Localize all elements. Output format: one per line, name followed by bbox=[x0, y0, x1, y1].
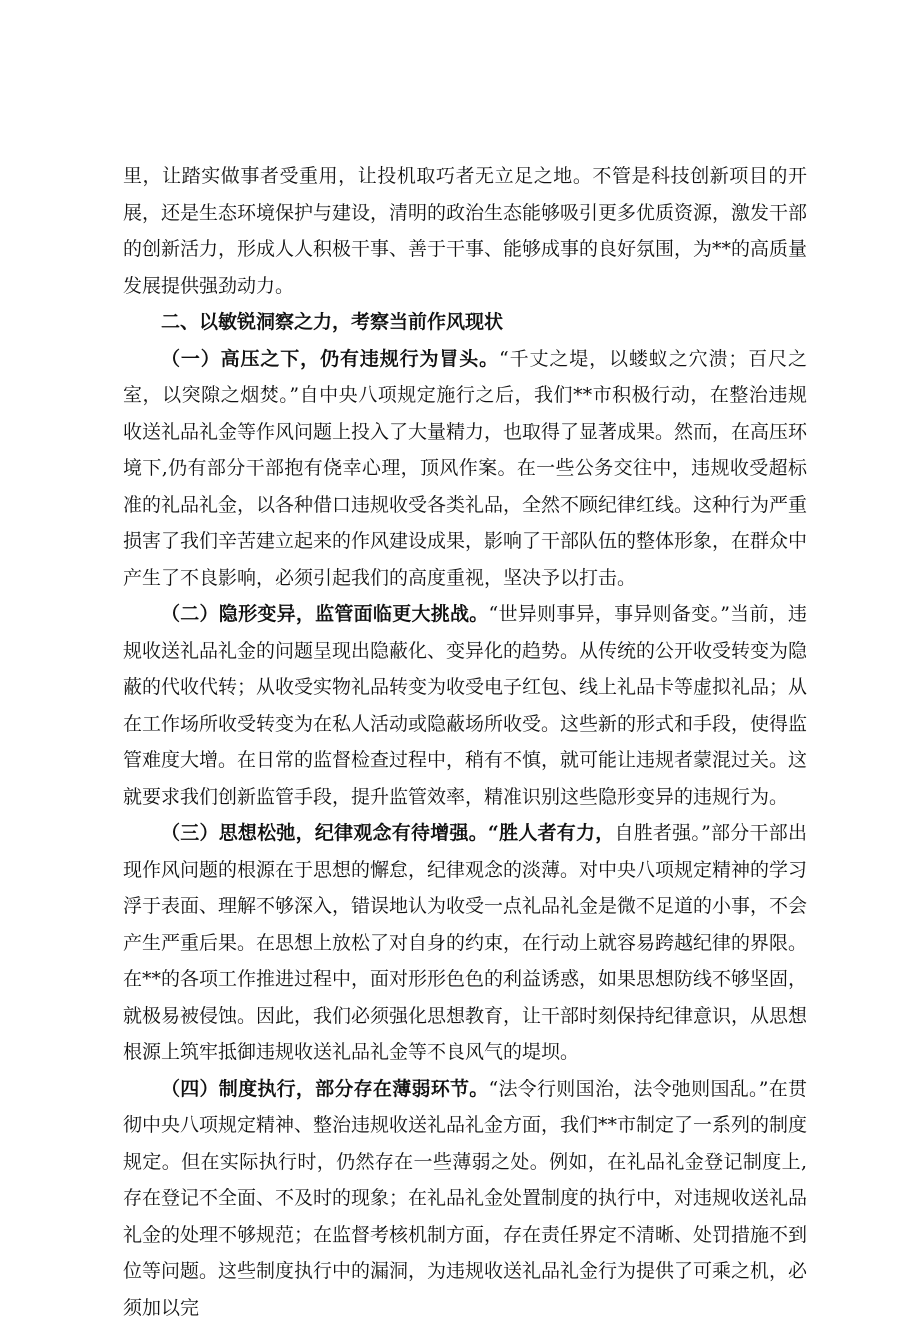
section-body-4: “法令行则国治，法令弛则国乱。”在贯彻中央八项规定精神、整治违规收送礼品礼金方面，我们**市制定了一系列的制度规定。但在实际执行时，仍然存在一些薄弱之处。例如，在礼品礼金登记制度上,存在登记不全面、不及时的现象；在礼品礼金处置制度的执行中，对违规收送礼品礼金的处理不够规范；在监督考核机制方面，存在责任界定不清晰、处罚措施不到位等问题。这些制度执行中的漏洞，为违规收送礼品礼金行为提供了可乘之机，必须加以完 bbox=[123, 1078, 807, 1319]
section-heading: 二、以敏锐洞察之力，考察当前作风现状 bbox=[123, 304, 807, 341]
section-paragraph-4 bbox=[123, 1071, 807, 1326]
section-paragraph-3 bbox=[123, 815, 807, 1071]
intro-paragraph: 里，让踏实做事者受重用，让投机取巧者无立足之地。不管是科技创新项目的开展，还是生态环境保护与建设，清明的政治生态能够吸引更多优质资源，激发干部的创新活力，形成人人积极干事、善于干事、能够成事的良好氛围，为**的高质量发展提供强劲动力。 bbox=[123, 158, 807, 304]
section-lead-3: （三）思想松弛，纪律观念有待增强。“胜人者有力， bbox=[161, 822, 614, 844]
section-paragraph-1 bbox=[123, 341, 807, 597]
section-lead-2: （二）隐形变异，监管面临更大挑战。 bbox=[161, 603, 489, 625]
section-body-2: “世异则事异，事异则备变。”当前，违规收送礼品礼金的问题呈现出隐蔽化、变异化的趋势。从传统的公开收受转变为隐蔽的代收代转；从收受实物礼品转变为收受电子红包、线上礼品卡等虚拟礼品；从在工作场所收受转变为在私人活动或隐蔽场所收受。这些新的形式和手段，使得监管难度大增。在日常的监督检查过程中，稍有不慎，就可能让违规者蒙混过关。这就要求我们创新监管手段，提升监管效率，精准识别这些隐形变异的违规行为。 bbox=[123, 603, 807, 808]
section-paragraph-2 bbox=[123, 596, 807, 815]
section-body-1: “千丈之堤，以蝼蚁之穴溃；百尺之室，以突隙之烟焚。”自中央八项规定施行之后，我们**市积极行动，在整治违规收送礼品礼金等作风问题上投入了大量精力，也取得了显著成果。然而，在高压环境下,仍有部分干部抱有侥幸心理，顶风作案。在一些公务交往中，违规收受超标准的礼品礼金，以各种借口违规收受各类礼品，全然不顾纪律红线。这种行为严重损害了我们辛苦建立起来的作风建设成果，影响了干部队伍的整体形象，在群众中产生了不良影响，必须引起我们的高度重视，坚决予以打击。 bbox=[123, 348, 807, 589]
section-lead-4: （四）制度执行，部分存在薄弱环节。 bbox=[161, 1078, 489, 1100]
section-lead-1: （一）高压之下，仍有违规行为冒头。 bbox=[161, 348, 499, 370]
document-page bbox=[123, 158, 807, 1326]
section-body-3: 自胜者强。”部分干部出现作风问题的根源在于思想的懈怠，纪律观念的淡薄。对中央八项规定精神的学习浮于表面、理解不够深入，错误地认为收受一点礼品礼金是微不足道的小事，不会产生严重后果。在思想上放松了对自身的约束，在行动上就容易跨越纪律的界限。在**的各项工作推进过程中，面对形形色色的利益诱惑，如果思想防线不够坚固，就极易被侵蚀。因此，我们必须强化思想教育，让干部时刻保持纪律意识，从思想根源上筑牢抵御违规收送礼品礼金等不良风气的堤坝。 bbox=[123, 822, 807, 1063]
